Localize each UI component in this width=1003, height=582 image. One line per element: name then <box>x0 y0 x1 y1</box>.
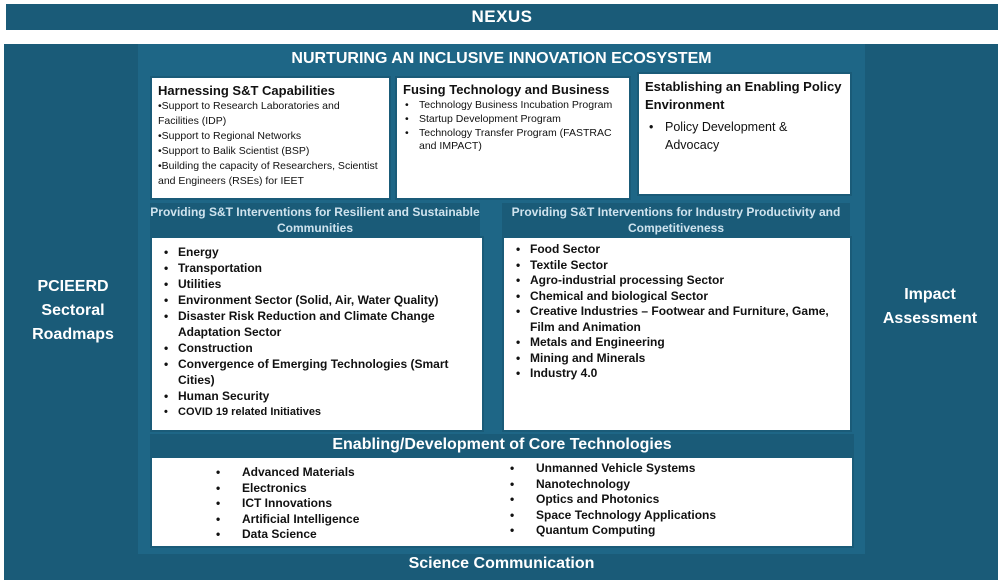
right-label-line: Assessment <box>882 310 978 327</box>
core-tech-header: Enabling/Development of Core Technologies <box>150 434 854 456</box>
left-label-line: Sectoral <box>41 302 105 319</box>
list-item: • Convergence of Emerging Technologies (Smart Cities) <box>160 356 474 388</box>
core-tech-box <box>150 456 854 548</box>
resilient-list <box>160 244 474 420</box>
resilient-box <box>150 236 484 432</box>
list-item: • Optics and Photonics <box>510 492 716 508</box>
nexus-banner: NEXUS <box>6 4 998 30</box>
policy-box <box>637 72 852 196</box>
core-tech-list-right <box>510 461 716 539</box>
list-item: • Food Sector <box>512 242 842 258</box>
impact-assessment-label <box>880 283 980 331</box>
list-item: •Support to Research Laboratories and Facilities (IDP) <box>158 100 340 127</box>
list-item: • Energy <box>160 244 474 260</box>
right-label-line: Impact <box>904 286 956 303</box>
fusing-box <box>395 76 631 200</box>
list-item: • Technology Business Incubation Program <box>403 99 623 112</box>
industry-list <box>512 242 842 382</box>
list-item: • Textile Sector <box>512 258 842 274</box>
harnessing-title: Harnessing S&T Capabilities <box>158 83 335 98</box>
policy-title: Establishing an Enabling Policy Environment <box>645 79 842 112</box>
list-item: • Chemical and biological Sector <box>512 289 842 305</box>
list-item: • Data Science <box>216 527 359 543</box>
fusing-list <box>403 99 623 153</box>
list-item: • Creative Industries – Footwear and Furniture, Game, Film and Animation <box>512 304 842 335</box>
ecosystem-title: NURTURING AN INCLUSIVE INNOVATION ECOSYSTEM <box>291 50 712 67</box>
fusing-title: Fusing Technology and Business <box>403 82 610 97</box>
left-label-line: PCIEERD <box>37 278 109 295</box>
list-item: • Disaster Risk Reduction and Climate Change Adaptation Sector <box>160 308 474 340</box>
list-item: • Unmanned Vehicle Systems <box>510 461 716 477</box>
list-item: •Building the capacity of Researchers, Scientist and Engineers (RSEs) for IEET <box>158 160 378 187</box>
list-item: • Environment Sector (Solid, Air, Water Quality) <box>160 292 474 308</box>
list-item: • Policy Development & Advocacy <box>645 118 844 154</box>
list-item: •Support to Balik Scientist (BSP) <box>158 145 310 157</box>
list-item: • Advanced Materials <box>216 465 359 481</box>
list-item: • Mining and Minerals <box>512 351 842 367</box>
list-item: • Technology Transfer Program (FASTRAC and IMPACT) <box>403 127 623 153</box>
list-item: • Electronics <box>216 481 359 497</box>
list-item: • COVID 19 related Initiatives <box>160 404 474 420</box>
core-tech-list-left <box>216 465 359 543</box>
list-item: • Human Security <box>160 388 474 404</box>
list-item: • Nanotechnology <box>510 477 716 493</box>
left-label-line: Roadmaps <box>32 326 114 343</box>
policy-list <box>645 118 844 154</box>
list-item: • Quantum Computing <box>510 523 716 539</box>
sectoral-roadmaps-label <box>14 275 132 347</box>
list-item: • Artificial Intelligence <box>216 512 359 528</box>
list-item: • Startup Development Program <box>403 113 623 126</box>
list-item: • Industry 4.0 <box>512 366 842 382</box>
list-item: • Metals and Engineering <box>512 335 842 351</box>
industry-box <box>502 236 852 432</box>
resilient-header: Providing S&T Interventions for Resilient and Sustainable Communities <box>150 205 480 235</box>
harnessing-box <box>150 76 391 200</box>
harnessing-list <box>158 99 383 189</box>
list-item: • ICT Innovations <box>216 496 359 512</box>
industry-header: Providing S&T Interventions for Industry Productivity and Competitiveness <box>502 203 850 237</box>
list-item: • Agro-industrial processing Sector <box>512 273 842 289</box>
list-item: • Transportation <box>160 260 474 276</box>
science-communication-label: Science Communication <box>408 555 595 572</box>
list-item: • Utilities <box>160 276 474 292</box>
list-item: •Support to Regional Networks <box>158 130 302 142</box>
list-item: • Space Technology Applications <box>510 508 716 524</box>
list-item: • Construction <box>160 340 474 356</box>
